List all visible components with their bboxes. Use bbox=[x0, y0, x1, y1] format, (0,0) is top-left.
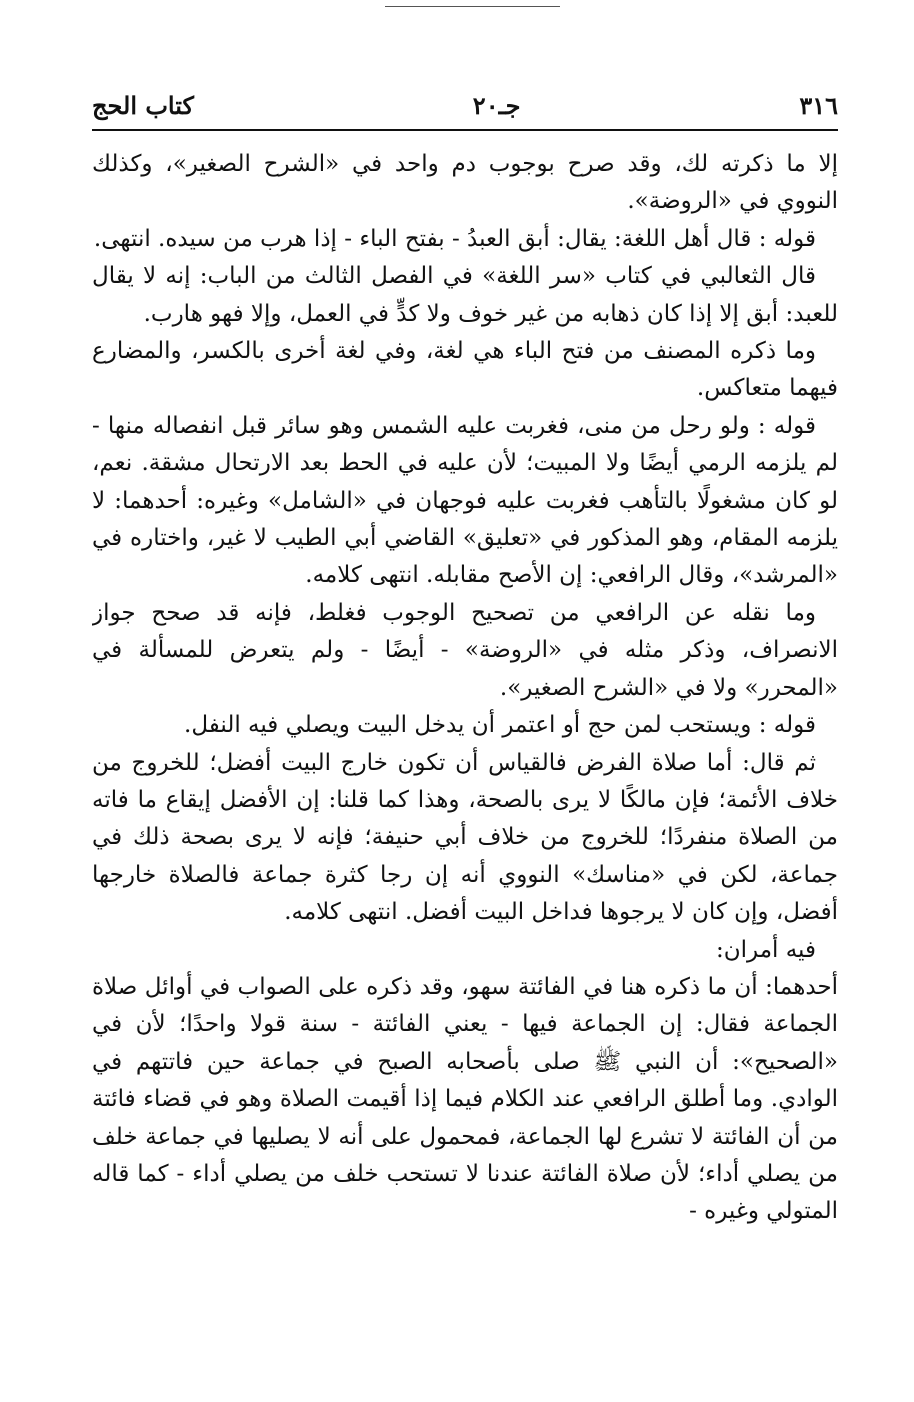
paragraph-1: إلا ما ذكرته لك، وقد صرح بوجوب دم واحد في «الشرح الصغير»، وكذلك النووي في «الروضة». bbox=[92, 151, 838, 215]
paragraph-6: وما نقله عن الرافعي من تصحيح الوجوب فغلط، فإنه قد صحح جواز الانصراف، وذكر مثله في «الروضة» - أيضًا - ولم يتعرض للمسألة في «المحرر» ولا في «الشرح الصغير». bbox=[92, 599, 838, 701]
paragraph-9: فيه أمران: bbox=[715, 936, 816, 963]
page-number: ٣١٦ bbox=[799, 90, 838, 120]
page-body bbox=[92, 146, 838, 1336]
paragraph-4: وما ذكره المصنف من فتح الباء هي لغة، وفي لغة أخرى بالكسر، والمضارع فيهما متعاكس. bbox=[92, 338, 838, 402]
paragraph-10: أحدهما: أن ما ذكره هنا في الفائتة سهو، وقد ذكره على الصواب في أوائل صلاة الجماعة فقال: إن الجماعة فيها - يعني الفائتة - سنة قولا واحدًا؛ لأن في «الصحيح»: أن النبي ﷺ صلى بأصحابه الصبح في جماعة حين فاتتهم في الوادي. وما أطلق الرافعي عند الكلام فيما إذا أقيمت الصلاة وهو في قضاء فائتة من أن الفائتة لا تشرع لها الجماعة، فمحمول على أنه لا يصليها في جماعة خلف من يصلي أداء؛ لأن صلاة الفائتة عندنا لا تستحب خلف من يصلي أداء - كما قاله المتولي وغيره - bbox=[92, 973, 838, 1225]
page-header bbox=[92, 86, 838, 124]
paragraph-3: قال الثعالبي في كتاب «سر اللغة» في الفصل الثالث من الباب: إنه لا يقال للعبد: أبق إلا إذا كان ذهابه من غير خوف ولا كدٍّ في العمل، وإلا فهو هارب. bbox=[92, 263, 838, 327]
book-title: كتاب الحج bbox=[92, 90, 194, 120]
top-decorative-rule bbox=[385, 6, 560, 7]
paragraph-2: قوله : قال أهل اللغة: يقال: أبق العبدُ - بفتح الباء - إذا هرب من سيده. انتهى. bbox=[93, 225, 816, 252]
volume-label: جـ٢٠ bbox=[472, 90, 521, 120]
paragraph-8: ثم قال: أما صلاة الفرض فالقياس أن تكون خارج البيت أفضل؛ للخروج من خلاف الأئمة؛ فإن مالكًا لا يرى بالصحة، وهذا كما قلنا: إن الأفضل إيقاع ما فاته من الصلاة منفردًا؛ للخروج من خلاف أبي حنيفة؛ فإنه لا يرى بصحة ذلك في جماعة، لكن في «مناسك» النووي أنه إن رجا كثرة جماعة فالصلاة خارجها أفضل، وإن كان لا يرجوها فداخل البيت أفضل. انتهى كلامه. bbox=[92, 749, 838, 926]
paragraph-7: قوله : ويستحب لمن حج أو اعتمر أن يدخل البيت ويصلي فيه النفل. bbox=[184, 712, 816, 739]
paragraph-5: قوله : ولو رحل من منى، فغربت عليه الشمس وهو سائر قبل انفصاله منها - لم يلزمه الرمي أيضًا ولا المبيت؛ لأن عليه في الحط بعد الارتحال مشقة. نعم، لو كان مشغولًا بالتأهب فغربت عليه فوجهان في «الشامل» وغيره: أحدهما: لا يلزمه المقام، وهو المذكور في «تعليق» القاضي أبي الطيب لا غير، واختاره في «المرشد»، وقال الرافعي: إن الأصح مقابله. انتهى كلامه. bbox=[92, 412, 838, 589]
header-divider bbox=[92, 129, 838, 131]
